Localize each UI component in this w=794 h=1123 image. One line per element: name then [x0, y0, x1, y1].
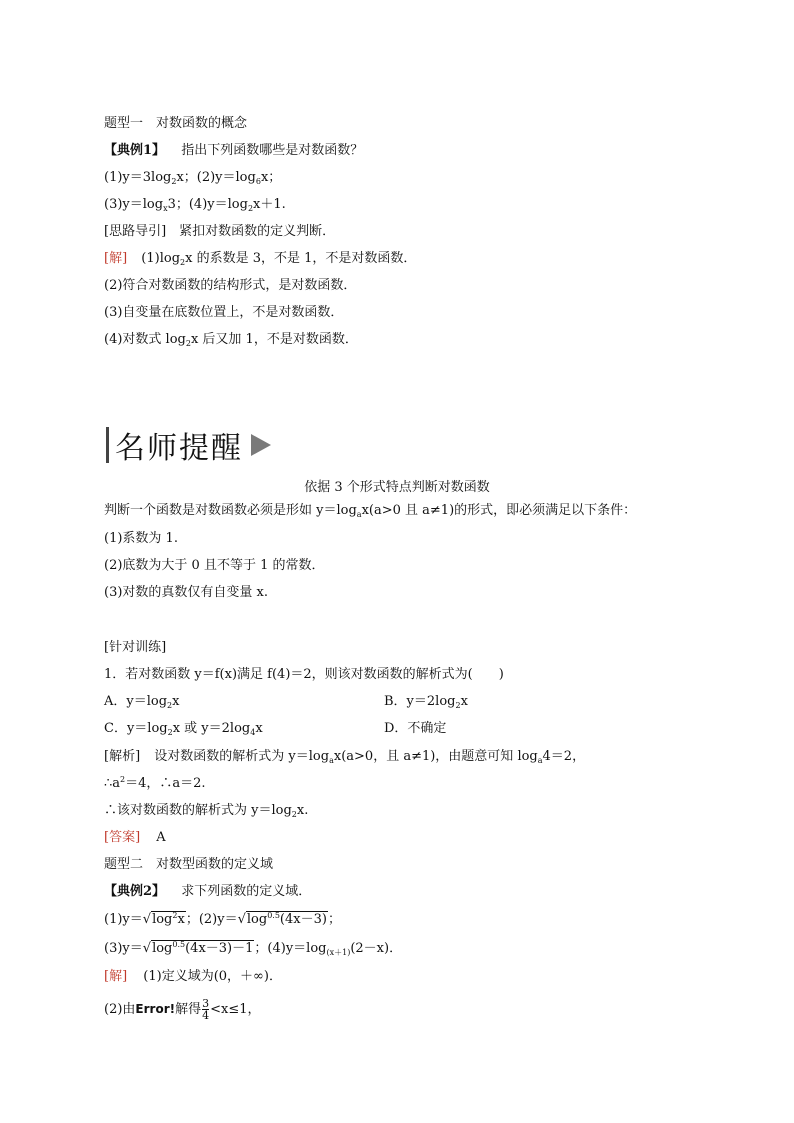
subscript: a	[356, 510, 362, 519]
subscript: 2	[185, 339, 191, 348]
tip-subtitle: 依据 3 个形式特点判断对数函数	[304, 480, 490, 495]
text: (3)y＝log	[104, 197, 164, 212]
text: 4＝2，	[542, 749, 586, 764]
text: x	[177, 912, 185, 927]
subscript: x	[163, 204, 168, 213]
tip-condition-3: (3)对数的真数仅有自变量 x.	[104, 585, 269, 600]
superscript: 0.5	[267, 911, 280, 920]
option-a	[104, 694, 179, 710]
solution1-line2: (2)符合对数函数的结构形式，是对数函数．	[104, 278, 357, 293]
analysis-step1	[104, 776, 206, 792]
text: ；(4)y＝log	[254, 941, 327, 956]
text: <x≤1，	[210, 1002, 261, 1017]
text: x；	[260, 170, 282, 185]
example1-items-1	[104, 170, 281, 186]
option-b	[384, 694, 468, 710]
numerator: 3	[202, 997, 210, 1010]
text: (1)log	[141, 251, 181, 266]
solution1-line1	[104, 251, 416, 267]
text: x(a>0 且 a≠1)的形式，即必须满足以下条件：	[361, 503, 637, 518]
error-text: Error!	[135, 1002, 176, 1016]
text: ＝4，∴a＝2.	[125, 776, 206, 791]
solution1-line4	[104, 332, 358, 348]
text: B．y＝2log	[384, 694, 456, 709]
solution-label: [解]	[104, 969, 128, 984]
analysis-step2	[104, 803, 308, 819]
text: (4x－3)	[279, 912, 327, 927]
text: (3)y＝	[104, 941, 143, 956]
text: 解得	[175, 1002, 202, 1017]
tip-condition-2: (2)底数为大于 0 且不等于 1 的常数．	[104, 558, 325, 573]
superscript: 2	[120, 775, 126, 784]
text: ；(2)y＝	[185, 912, 238, 927]
subscript: 4	[250, 728, 256, 737]
text: x；(2)y＝log	[176, 170, 256, 185]
text: x	[172, 694, 180, 709]
play-triangle-icon	[251, 434, 271, 456]
heading-bar	[106, 427, 109, 463]
text: (4)对数式 log	[104, 332, 186, 347]
denominator: 4	[202, 1009, 210, 1022]
text: x	[255, 721, 263, 736]
example2-text: 求下列函数的定义域．	[181, 884, 312, 899]
text: 3；(4)y＝log	[167, 197, 248, 212]
training-question: 1．若对数函数 y＝f(x)满足 f(4)＝2，则该对数函数的解析式为( )	[104, 667, 504, 682]
analysis-line	[104, 749, 585, 765]
text: (1)y＝	[104, 912, 143, 927]
sqrt-expression: $√\log^{0.5}(4x-3)-1$	[142, 940, 254, 956]
option-c	[104, 721, 263, 737]
text: log	[152, 912, 173, 927]
section2-title: 题型二 对数型函数的定义域	[104, 857, 274, 872]
text: A．y＝log	[104, 694, 168, 709]
tip-condition-1: (1)系数为 1.	[104, 531, 178, 546]
solution1-line3: (3)自变量在底数位置上，不是对数函数．	[104, 305, 344, 320]
text: x 后又加 1，不是对数函数．	[190, 332, 358, 347]
text: ∴该对数函数的解析式为 y＝log	[104, 803, 292, 818]
text: (1)y＝3log	[104, 170, 172, 185]
superscript: 2	[172, 911, 178, 920]
example1-text: 指出下列函数哪些是对数函数？	[181, 143, 364, 158]
tip-intro	[104, 503, 636, 519]
subscript: 2	[247, 204, 254, 213]
example2-items-1	[104, 912, 341, 928]
tip-heading-text: 名师提醒	[115, 431, 243, 466]
text: x	[460, 694, 468, 709]
text: x(a>0，且 a≠1)，由题意可知 log	[333, 749, 538, 764]
text: (2)由	[104, 1002, 136, 1017]
subscript: (x＋1)	[326, 948, 351, 957]
subscript: 2	[171, 177, 177, 186]
subscript: 2	[455, 701, 461, 710]
text: x 的系数是 3，不是 1，不是对数函数．	[185, 251, 417, 266]
text: (2－x)．	[350, 941, 403, 956]
example2-line	[104, 884, 311, 900]
example1-label: 【典例1】	[104, 143, 166, 158]
text: 设对数函数的解析式为 y＝log	[154, 749, 330, 764]
superscript: 0.5	[172, 940, 186, 949]
option-d: D．不确定	[384, 721, 447, 736]
hint-text: [思路导引] 紧扣对数函数的定义判断．	[104, 224, 336, 239]
solution2-line1	[104, 969, 282, 985]
sqrt-expression: $√\log^{0.5}(4x-3)$	[237, 911, 327, 927]
text: x.	[296, 803, 309, 818]
solution-label: [解]	[104, 251, 128, 266]
tip-heading	[106, 425, 271, 465]
text: log	[152, 941, 173, 956]
example2-items-2	[104, 941, 402, 957]
fraction	[202, 998, 209, 1021]
subscript: 2	[291, 810, 297, 819]
sqrt-expression: $√\log^2x$	[142, 911, 185, 927]
text: ；	[327, 912, 341, 927]
subscript: 2	[167, 701, 173, 710]
example2-label: 【典例2】	[104, 884, 166, 899]
training-label: [针对训练]	[104, 640, 167, 655]
text: C．y＝log	[104, 721, 168, 736]
answer-value: A	[156, 830, 166, 845]
text: log	[246, 912, 268, 927]
text: (1)定义域为(0，＋∞)．	[143, 969, 282, 984]
subscript: 2	[180, 258, 186, 267]
text: 判断一个函数是对数函数必须是形如 y＝log	[104, 503, 357, 518]
text: x＋1.	[253, 197, 286, 212]
subscript: a	[329, 756, 334, 765]
answer-line	[104, 830, 166, 846]
answer-label: [答案]	[104, 830, 141, 845]
subscript: a	[537, 756, 543, 765]
example1-items-2	[104, 197, 286, 213]
subscript: 2	[167, 728, 173, 737]
analysis-label: [解析]	[104, 749, 141, 764]
example1-line	[104, 143, 363, 159]
section1-title: 题型一 对数函数的概念	[104, 116, 248, 131]
subscript: 6	[255, 177, 261, 186]
text: x 或 y＝2log	[172, 721, 251, 736]
solution2-line2	[104, 996, 261, 1023]
text: ∴a	[104, 776, 121, 791]
text: (4x－3)－1	[185, 941, 254, 956]
